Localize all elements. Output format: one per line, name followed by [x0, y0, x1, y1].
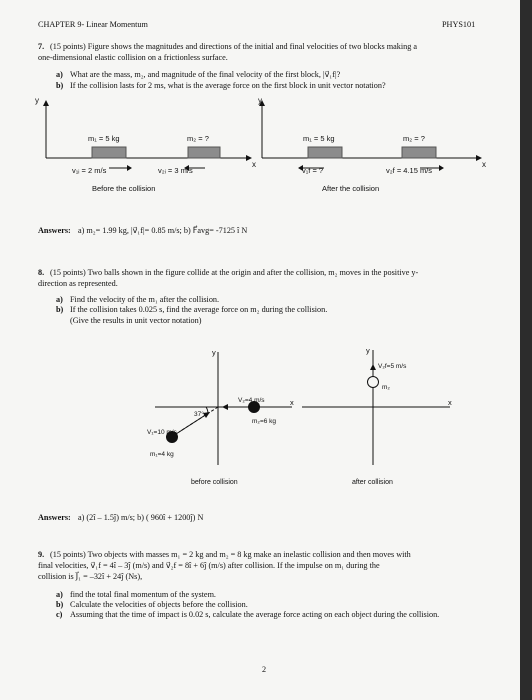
q9-line1: (15 points) Two objects with masses m₁ = 2 kg and m₂ = 8 kg make an inelastic collision and then moves with	[50, 550, 411, 559]
q7-m1-after-label: m₁ = 5 kg	[303, 134, 335, 143]
q8-after-x-axis-label: x	[448, 398, 452, 407]
q9-a-text: find the total final momentum of the system.	[70, 590, 216, 599]
q8-angle-label: 37°	[194, 411, 204, 418]
q7-number: 7.	[38, 42, 45, 51]
q9-line2: final velocities, v⃗₁f = 4î – 3ĵ (m/s) and v⃗₂f = 8î + 6ĵ (m/s) after collision. If the impulse on m₁ during the	[38, 561, 380, 570]
q8-before-y-axis-label: y	[212, 348, 216, 357]
q9-b-label: b)	[56, 600, 64, 609]
q7-m2-after-label: m₂ = ?	[403, 134, 425, 143]
chapter-title: CHAPTER 9- Linear Momentum	[38, 20, 148, 29]
q7-m1-before-label: m₁ = 5 kg	[88, 134, 120, 143]
q8-stem-line1: (15 points) Two balls shown in the figure collide at the origin and after the collision, m₂ moves in the positive y-	[50, 268, 419, 277]
q7-b-label: b)	[56, 81, 64, 90]
q8-before-caption: before collision	[191, 479, 238, 486]
q7-m2-before-label: m₂ = ?	[187, 134, 209, 143]
q7-after-caption: After the collision	[322, 184, 380, 193]
q9-number: 9.	[38, 550, 45, 559]
q7-v2f-label: v₂f = 4.15 m/s	[386, 166, 433, 175]
q8-b-label: b)	[56, 305, 64, 314]
page-number: 2	[262, 665, 267, 674]
q7-b-text: If the collision lasts for 2 ms, what is the average force on the first block in unit vector notation?	[70, 81, 386, 90]
q7-v2i-label: v₂ᵢ = 3 m/s	[158, 166, 193, 175]
q8-before-x-axis-label: x	[290, 398, 294, 407]
q7-stem-line2: one-dimensional elastic collision on a frictionless surface.	[38, 53, 228, 62]
q8-after-caption: after collision	[352, 479, 393, 486]
q8-v1-label: V₁=10 m/s	[147, 429, 177, 436]
q8-b-text-note: (Give the results in unit vector notation)	[70, 316, 202, 325]
q8-m2-label: m₂=6 kg	[252, 418, 277, 425]
q9-a-label: a)	[56, 590, 63, 599]
q8-answers-text: a) (2î – 1.5ĵ) m/s; b) ( 960î + 1200ĵ) N	[78, 513, 204, 522]
q8-after-y-axis-label: y	[366, 346, 370, 355]
q7-after-x-axis-label: x	[482, 160, 486, 169]
q7-answers-label: Answers:	[38, 226, 71, 235]
q7-before-caption: Before the collision	[92, 184, 156, 193]
q8-number: 8.	[38, 268, 45, 277]
q7-a-text: What are the mass, m₂, and magnitude of the final velocity of the first block, |v⃗₁f|?	[70, 70, 341, 79]
q9-line3: collision is J⃗₁ = –32î + 24ĵ (Ns),	[38, 572, 143, 581]
q8-a-text: Find the velocity of the m₁ after the collision.	[70, 295, 220, 304]
q7-before-y-axis-label: y	[35, 96, 39, 105]
q7-before-x-axis-label: x	[252, 160, 256, 169]
q7-a-label: a)	[56, 70, 63, 79]
q8-b-text: If the collision takes 0.025 s, find the average force on m₂ during the collision.	[70, 305, 328, 314]
q8-v2f-label: V₂f=5 m/s	[378, 363, 407, 370]
q9-c-label: c)	[56, 610, 63, 619]
q8-a-label: a)	[56, 295, 63, 304]
q8-stem-line2: direction as represented.	[38, 279, 118, 288]
q9-c-text: Assuming that the time of impact is 0.02 s, calculate the average force acting on each object during the collision.	[70, 610, 440, 619]
q9-b-text: Calculate the velocities of objects before the collision.	[70, 600, 248, 609]
q7-v1i-label: v₁ᵢ = 2 m/s	[72, 166, 107, 175]
q7-stem-line1: (15 points) Figure shows the magnitudes and directions of the initial and final velocities of two blocks making a	[50, 42, 418, 51]
q8-v2-label: V₂=4 m/s	[238, 397, 265, 404]
q8-m2f-label: m₂	[382, 384, 390, 391]
page-edge-shadow	[520, 0, 532, 700]
q7-after-y-axis-label: y	[258, 96, 262, 105]
q8-m1-label: m₁=4 kg	[150, 451, 174, 458]
q8-answers-label: Answers:	[38, 513, 71, 522]
course-code: PHYS101	[442, 20, 476, 29]
q7-answers-text: a) m₂= 1.99 kg, |v⃗₁f|= 0.85 m/s; b) F⃗avg= -7125 î N	[78, 226, 248, 235]
q7-v1f-label: v₁f = ?	[302, 166, 324, 175]
